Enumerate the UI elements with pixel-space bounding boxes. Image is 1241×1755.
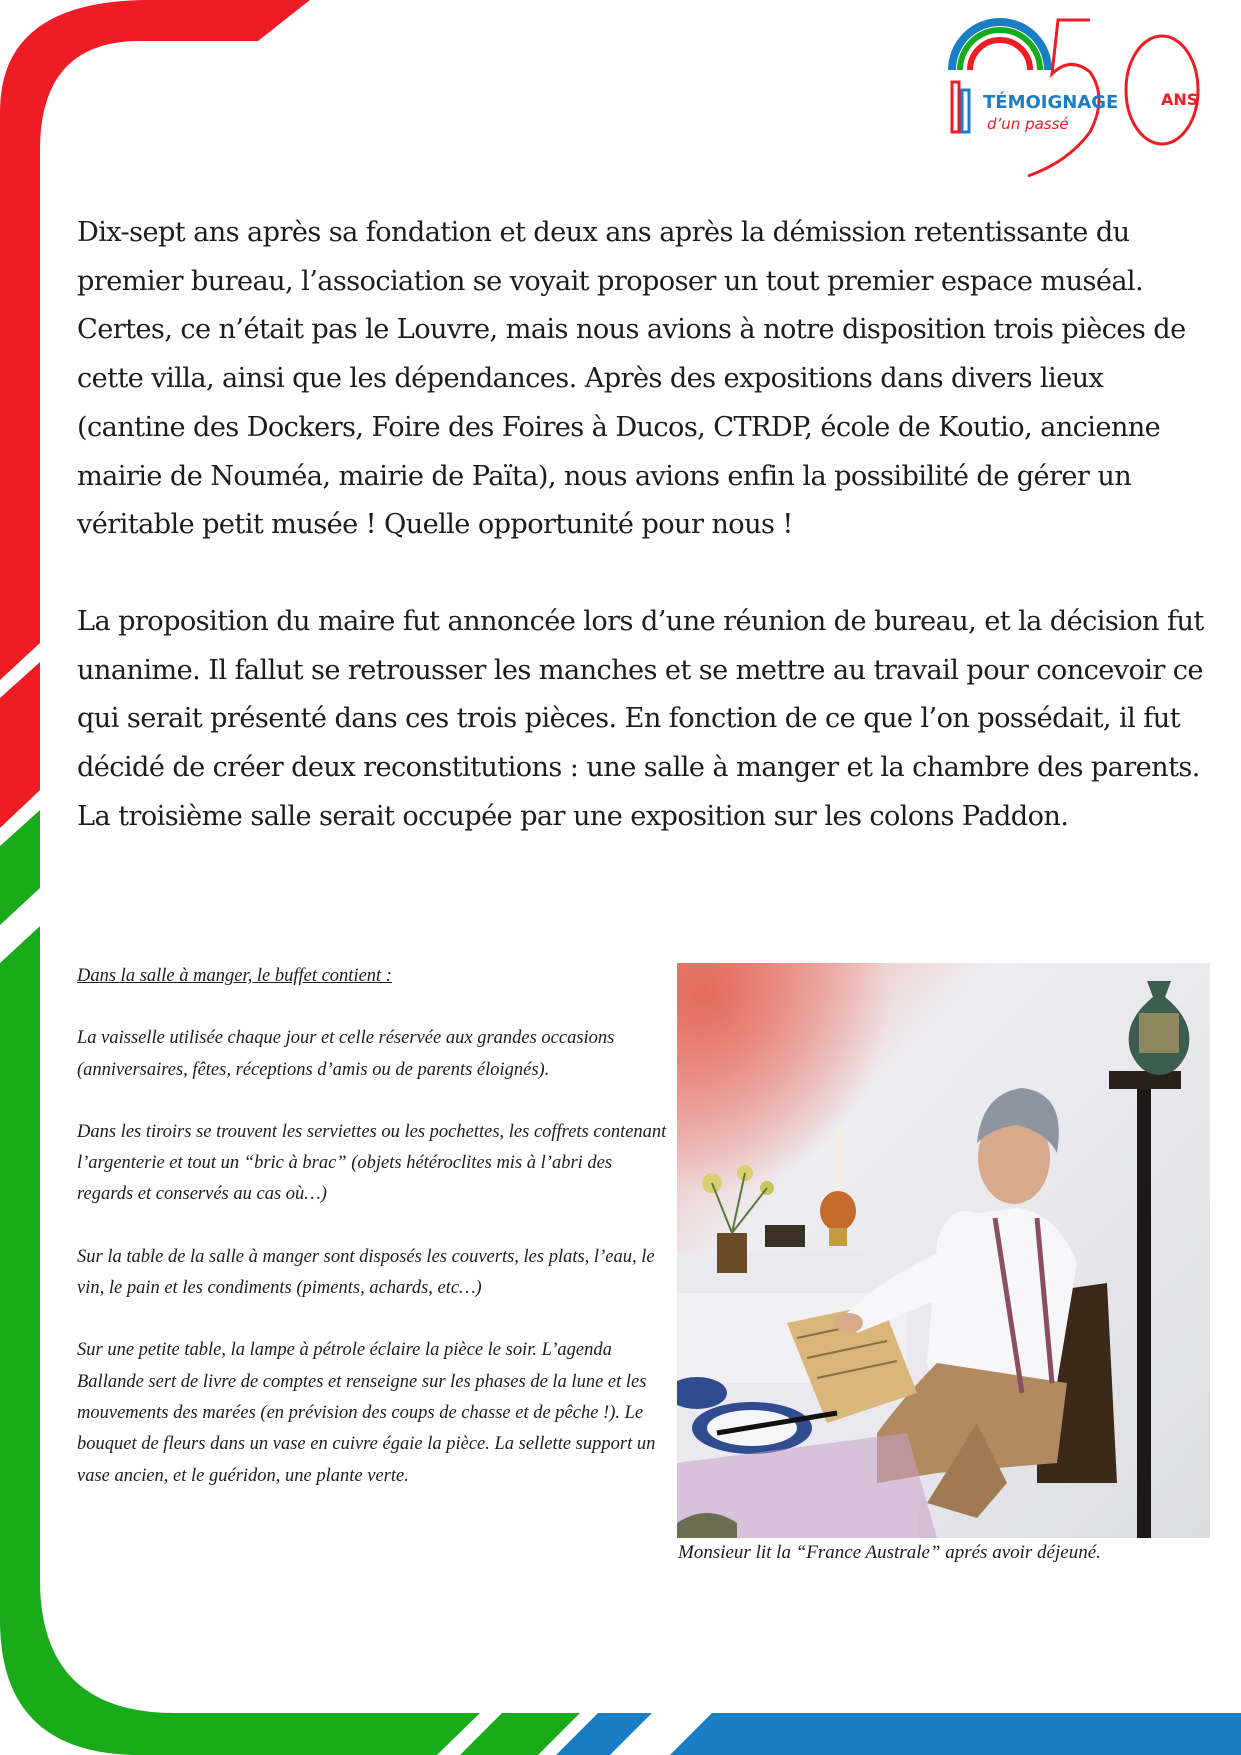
sidebar-notes (77, 961, 667, 1523)
temoignage-50-ans-logo (940, 12, 1230, 187)
museum-dining-room-photo (677, 963, 1210, 1538)
sidebar-heading: Dans la salle à manger, le buffet contient : (77, 966, 392, 986)
main-body (77, 209, 1212, 889)
sidebar-item-4: Sur une petite table, la lampe à pétrole éclaire la pièce le soir. L’agenda Ballande sert de livre de comptes et renseigne sur les phases de la lune et les mouvements des marées (en prévision des coups de chasse et de pêche !). Le bouquet de fleurs dans un vase en cuivre égaie la pièce. La sellette support un vase ancien, et le guéridon, une plante verte. (77, 1340, 656, 1486)
body-paragraph-1: Dix-sept ans après sa fondation et deux ans après la démission retentissante du premier bureau, l’association se voyait proposer un tout premier espace muséal. Certes, ce n’était pas le Louvre, mais nous avions à notre disposition trois pièces de cette villa, ainsi que les dépendances. Après des expositions dans divers lieux (cantine des Dockers, Foire des Foires à Ducos, CTRDP, école de Koutio, ancienne mairie de Nouméa, mairie de Païta), nous avions enfin la possibilité de gérer un véritable petit musée ! Quelle opportunité pour nous ! (77, 217, 1186, 541)
logo-brand-line1: TÉMOIGNAGE (983, 92, 1119, 113)
logo-brand-line2: d’un passé (987, 115, 1069, 133)
logo-suffix: ANS (1161, 90, 1199, 109)
body-paragraph-2: La proposition du maire fut annoncée lors d’une réunion de bureau, et la décision fut unanime. Il fallut se retrousser les manches et se mettre au travail pour concevoir ce qui serait présenté dans ces trois pièces. En fonction de ce que l’on possédait, il fut décidé de créer deux reconstitutions : une salle à manger et la chambre des parents. La troisième salle serait occupée par une exposition sur les colons Paddon. (77, 605, 1204, 832)
sidebar-item-1: La vaisselle utilisée chaque jour et celle réservée aux grandes occasions (anniversaires, fêtes, réceptions d’amis ou de parents éloignés). (77, 1028, 615, 1080)
sidebar-item-2: Dans les tiroirs se trouvent les serviettes ou les pochettes, les coffrets contenant l’argenterie et tout un “bric à brac” (objets hétéroclites mis à l’abri des regards et conservés au cas où…) (77, 1121, 667, 1205)
photo-caption: Monsieur lit la “France Australe” aprés avoir déjeuné. (678, 1542, 1101, 1563)
sidebar-item-3: Sur la table de la salle à manger sont disposés les couverts, les plats, l’eau, le vin, le pain et les condiments (piments, achards, etc…) (77, 1246, 655, 1299)
